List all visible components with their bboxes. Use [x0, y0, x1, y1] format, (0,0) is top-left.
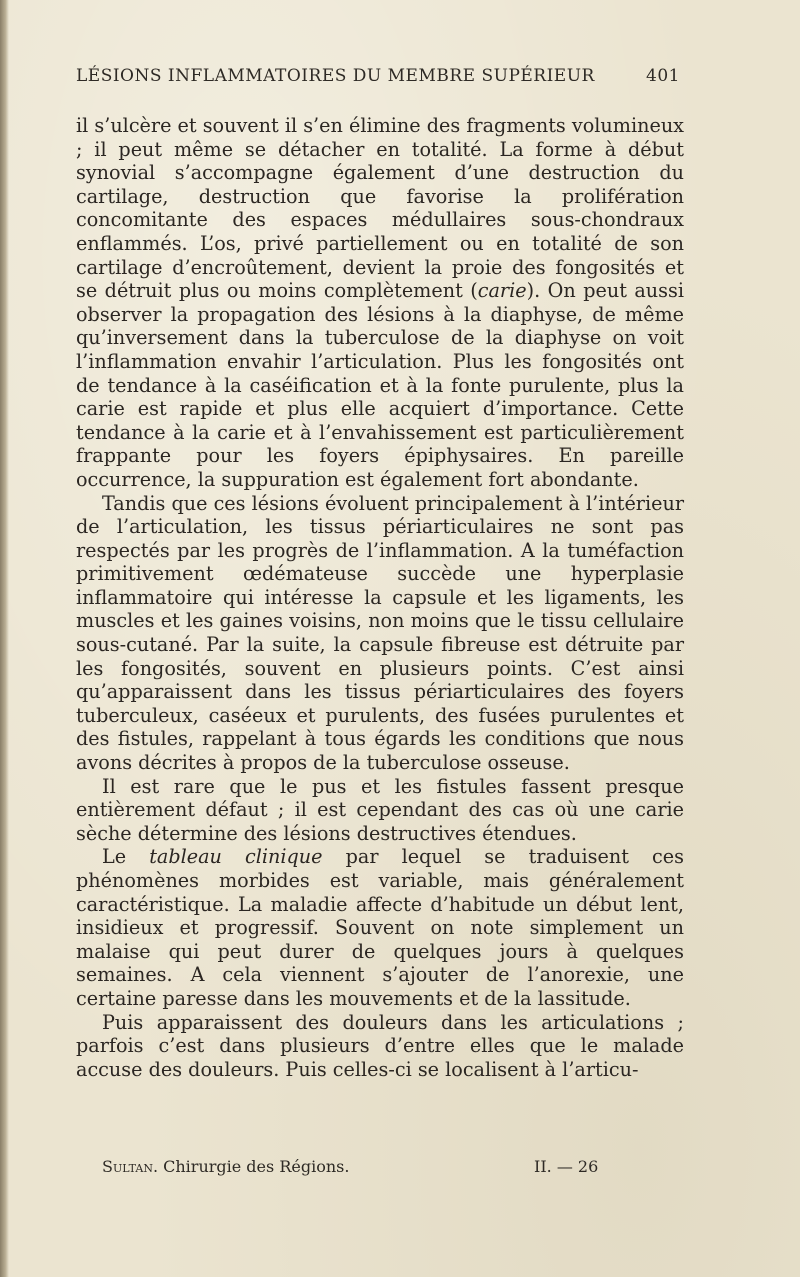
printer-signature-line [102, 1157, 642, 1176]
running-head [76, 66, 680, 86]
running-title: LÉSIONS INFLAMMATOIRES DU MEMBRE SUPÉRIEUR [76, 66, 595, 86]
footer-work-title: . Chirurgie des Régions. [152, 1157, 350, 1176]
italic-term-tableau-clinique: tableau clinique [149, 845, 323, 869]
footer-signature-mark: II. — 26 [534, 1157, 599, 1176]
page-binding-edge [0, 0, 9, 1277]
paragraph-2: Tandis que ces lésions évoluent principalement à l’intérieur de l’articulation, les tissus périarticulaires ne sont pas respectés par les progrès de l’inflammation. A la tuméfaction primitivement œdémateuse succède une hyperplasie inflammatoire qui intéresse la capsule et les ligaments, les muscles et les gaines voisins, non moins que le tissu cellulaire sous-cutané. Par la suite, la capsule fibreuse est détruite par les fongosités, souvent en plusieurs points. C’est ainsi qu’apparaissent dans les tissus périarticulaires des foyers tuberculeux, caséeux et purulents, des fusées purulentes et des fistules, rappelant à tous égards les conditions que nous avons décrites à propos de la tuberculose osseuse. [76, 491, 684, 775]
paragraph-1: il s’ulcère et souvent il s’en élimine des fragments volumineux ; il peut même se détacher en totalité. La forme à début synovial s’accompagne également d’une destruction du cartilage, destruction que favorise la prolifération concomitante des espaces médullaires sous-chondraux enflammés. L’os, privé partiellement ou en totalité de son cartilage d’encroûtement, devient la proie des fongosités et se détruit plus ou moins complètement (carie). On peut aussi observer la propagation des lésions à la diaphyse, de même qu’inversement dans la tuberculose de la diaphyse on voit l’inflammation envahir l’articulation. Plus les fongosités ont de tendance à la caséification et à la fonte purulente, plus la carie est rapide et plus elle acquiert d’importance. Cette tendance à la carie et à l’envahissement est particulièrement frappante pour les foyers épiphysaires. En pareille occurrence, la suppuration est également fort abondante. [76, 114, 684, 491]
page-number: 401 [646, 66, 680, 86]
italic-term-carie: carie [477, 279, 527, 303]
paragraph-3: Il est rare que le pus et les fistules fassent presque entièrement défaut ; il est cependant des cas où une carie sèche détermine des lésions destructives étendues. [76, 774, 684, 845]
body-text [76, 114, 684, 1081]
paragraph-4: Le tableau clinique par lequel se traduisent ces phénomènes morbides est variable, mais généralement caractéristique. La maladie affecte d’habitude un début lent, insidieux et progressif. Souvent on note simplement un malaise qui peut durer de quelques jours à quelques semaines. A cela viennent s’ajouter de l’anorexie, une certaine paresse dans les mouvements et de la lassitude. [76, 845, 684, 1010]
footer-author: Sultan [102, 1157, 153, 1176]
paragraph-5: Puis apparaissent des douleurs dans les articulations ; parfois c’est dans plusieurs d’entre elles que le malade accuse des douleurs. Puis celles-ci se localisent à l’articu- [76, 1010, 684, 1081]
